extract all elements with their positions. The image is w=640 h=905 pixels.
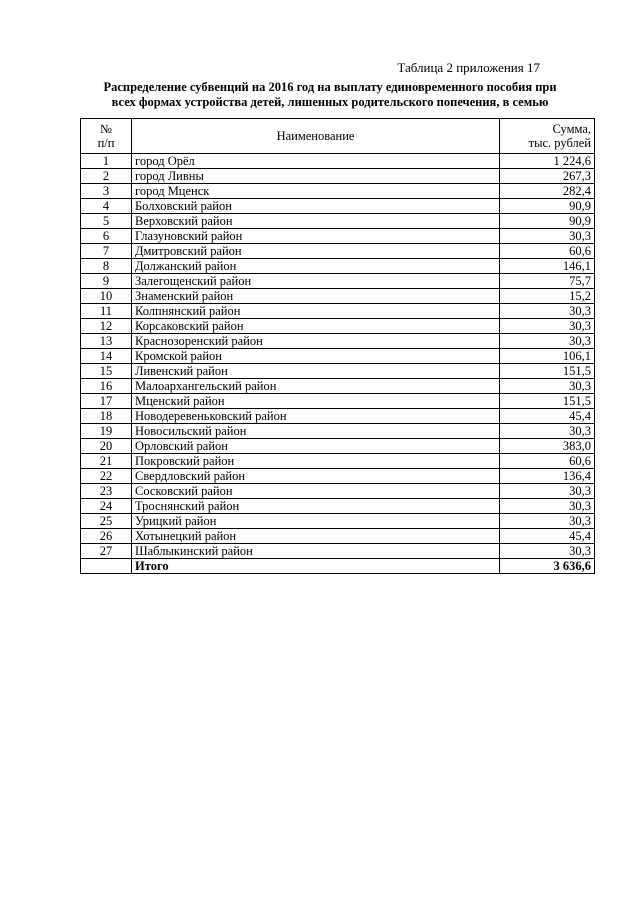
appendix-reference: Таблица 2 приложения 17 — [397, 60, 540, 75]
header-number-line-2: п/п — [97, 136, 115, 150]
row-name: Залегощенский район — [132, 274, 500, 289]
row-sum: 106,1 — [500, 349, 595, 364]
row-name: Сосковский район — [132, 484, 500, 499]
table-row — [81, 169, 595, 184]
row-number: 1 — [81, 154, 132, 169]
table-row — [81, 394, 595, 409]
row-number: 19 — [81, 424, 132, 439]
row-sum: 146,1 — [500, 259, 595, 274]
table-body — [81, 154, 595, 559]
table-row — [81, 229, 595, 244]
row-number: 20 — [81, 439, 132, 454]
row-sum: 30,3 — [500, 424, 595, 439]
row-number: 16 — [81, 379, 132, 394]
table-row — [81, 424, 595, 439]
row-sum: 30,3 — [500, 319, 595, 334]
row-number: 15 — [81, 364, 132, 379]
row-number: 27 — [81, 544, 132, 559]
row-name: город Орёл — [132, 154, 500, 169]
row-number: 24 — [81, 499, 132, 514]
row-sum: 1 224,6 — [500, 154, 595, 169]
row-sum: 15,2 — [500, 289, 595, 304]
table-row — [81, 334, 595, 349]
table-row — [81, 454, 595, 469]
table-row — [81, 154, 595, 169]
row-sum: 90,9 — [500, 199, 595, 214]
row-name: Краснозоренский район — [132, 334, 500, 349]
row-sum: 75,7 — [500, 274, 595, 289]
row-name: Хотынецкий район — [132, 529, 500, 544]
row-number: 23 — [81, 484, 132, 499]
row-name: Болховский район — [132, 199, 500, 214]
row-sum: 30,3 — [500, 499, 595, 514]
table-row — [81, 364, 595, 379]
row-name: Новосильский район — [132, 424, 500, 439]
table-row — [81, 409, 595, 424]
row-name: Ливенский район — [132, 364, 500, 379]
row-name: Шаблыкинский район — [132, 544, 500, 559]
row-name: Троснянский район — [132, 499, 500, 514]
total-label: Итого — [132, 559, 500, 574]
row-sum: 136,4 — [500, 469, 595, 484]
row-name: Мценский район — [132, 394, 500, 409]
table-row — [81, 439, 595, 454]
title-line-1: Распределение субвенций на 2016 год на выплату единовременного пособия при — [103, 80, 557, 94]
total-row — [81, 559, 595, 574]
row-name: Глазуновский район — [132, 229, 500, 244]
table-row — [81, 184, 595, 199]
row-number: 18 — [81, 409, 132, 424]
table-row — [81, 289, 595, 304]
row-number: 12 — [81, 319, 132, 334]
header-sum-line-2: тыс. рублей — [528, 136, 591, 150]
row-sum: 45,4 — [500, 529, 595, 544]
row-name: Орловский район — [132, 439, 500, 454]
row-name: город Ливны — [132, 169, 500, 184]
row-name: Кромской район — [132, 349, 500, 364]
table-row — [81, 514, 595, 529]
row-name: Верховский район — [132, 214, 500, 229]
table-row — [81, 244, 595, 259]
row-name: город Мценск — [132, 184, 500, 199]
table-row — [81, 379, 595, 394]
row-name: Новодеревеньковский район — [132, 409, 500, 424]
row-sum: 30,3 — [500, 484, 595, 499]
row-number: 8 — [81, 259, 132, 274]
row-name: Должанский район — [132, 259, 500, 274]
table-row — [81, 319, 595, 334]
table-row — [81, 499, 595, 514]
row-name: Колпнянский район — [132, 304, 500, 319]
row-number: 22 — [81, 469, 132, 484]
total-sum: 3 636,6 — [500, 559, 595, 574]
row-sum: 90,9 — [500, 214, 595, 229]
row-sum: 383,0 — [500, 439, 595, 454]
header-sum-line-1: Сумма, — [552, 122, 591, 136]
header-sum — [500, 119, 595, 154]
row-name: Дмитровский район — [132, 244, 500, 259]
table-row — [81, 214, 595, 229]
subventions-table — [80, 118, 595, 574]
table-row — [81, 349, 595, 364]
table-row — [81, 304, 595, 319]
row-number: 13 — [81, 334, 132, 349]
row-name: Малоархангельский район — [132, 379, 500, 394]
row-sum: 282,4 — [500, 184, 595, 199]
row-sum: 30,3 — [500, 304, 595, 319]
row-number: 2 — [81, 169, 132, 184]
row-sum: 267,3 — [500, 169, 595, 184]
row-name: Покровский район — [132, 454, 500, 469]
table-row — [81, 259, 595, 274]
row-name: Урицкий район — [132, 514, 500, 529]
row-number: 11 — [81, 304, 132, 319]
total-num-cell — [81, 559, 132, 574]
document-title — [80, 80, 580, 110]
row-sum: 151,5 — [500, 394, 595, 409]
row-number: 6 — [81, 229, 132, 244]
table-row — [81, 484, 595, 499]
table-row — [81, 199, 595, 214]
row-number: 21 — [81, 454, 132, 469]
row-sum: 45,4 — [500, 409, 595, 424]
header-number — [81, 119, 132, 154]
table-row — [81, 544, 595, 559]
row-number: 5 — [81, 214, 132, 229]
row-name: Свердловский район — [132, 469, 500, 484]
row-sum: 151,5 — [500, 364, 595, 379]
table-row — [81, 274, 595, 289]
table-row — [81, 529, 595, 544]
row-number: 4 — [81, 199, 132, 214]
row-sum: 30,3 — [500, 334, 595, 349]
table-header-row — [81, 119, 595, 154]
row-number: 25 — [81, 514, 132, 529]
header-number-line-1: № — [100, 122, 112, 136]
row-sum: 30,3 — [500, 229, 595, 244]
row-sum: 30,3 — [500, 544, 595, 559]
row-name: Знаменский район — [132, 289, 500, 304]
row-number: 17 — [81, 394, 132, 409]
row-number: 9 — [81, 274, 132, 289]
row-number: 14 — [81, 349, 132, 364]
row-number: 3 — [81, 184, 132, 199]
row-number: 26 — [81, 529, 132, 544]
row-sum: 60,6 — [500, 454, 595, 469]
row-sum: 30,3 — [500, 514, 595, 529]
row-sum: 30,3 — [500, 379, 595, 394]
header-name: Наименование — [132, 119, 500, 154]
row-sum: 60,6 — [500, 244, 595, 259]
table-row — [81, 469, 595, 484]
title-line-2: всех формах устройства детей, лишенных родительского попечения, в семью — [111, 95, 549, 109]
row-number: 10 — [81, 289, 132, 304]
row-name: Корсаковский район — [132, 319, 500, 334]
row-number: 7 — [81, 244, 132, 259]
